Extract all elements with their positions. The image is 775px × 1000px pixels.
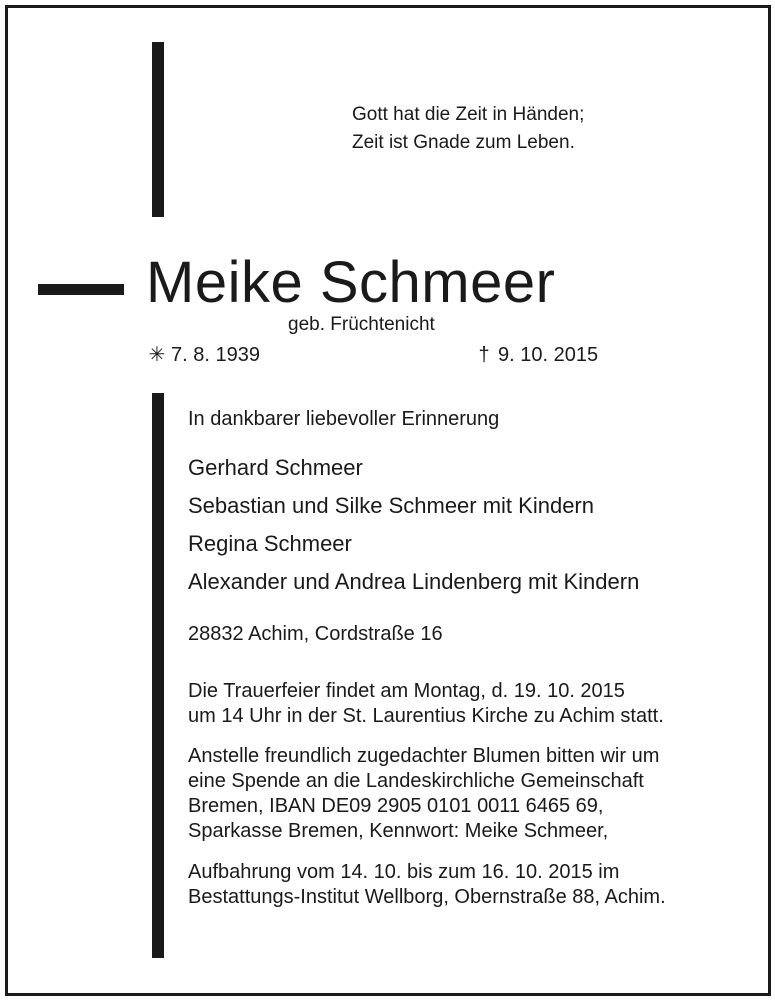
donation-line: eine Spende an die Landeskirchliche Gemeinschaft bbox=[188, 770, 644, 792]
viewing-info bbox=[188, 860, 666, 910]
verse-line: Zeit ist Gnade zum Leben. bbox=[352, 132, 575, 153]
maiden-name: geb. Früchtenicht bbox=[288, 314, 435, 335]
mourners-list bbox=[188, 453, 639, 605]
memory-line: In dankbarer liebevoller Erinnerung bbox=[188, 408, 500, 430]
funeral-line: um 14 Uhr in der St. Laurentius Kirche zu Achim statt. bbox=[188, 705, 664, 727]
cross-vertical-bar bbox=[152, 42, 164, 217]
viewing-line: Aufbahrung vom 14. 10. bis zum 16. 10. 2015 im bbox=[188, 861, 620, 883]
donation-line: Sparkasse Bremen, Kennwort: Meike Schmeer, bbox=[188, 820, 609, 842]
death-date: 9. 10. 2015 bbox=[498, 344, 599, 366]
bible-verse bbox=[352, 101, 584, 157]
birth-date-line bbox=[147, 342, 260, 368]
cross-horizontal-bar bbox=[38, 284, 124, 295]
verse-line: Gott hat die Zeit in Händen; bbox=[352, 104, 585, 125]
deceased-name: Meike Schmeer bbox=[146, 250, 556, 315]
cross-death-icon: † bbox=[478, 344, 490, 366]
text-side-bar bbox=[152, 393, 164, 958]
death-date-line bbox=[474, 342, 598, 368]
mourner: Alexander und Andrea Lindenberg mit Kindern bbox=[188, 569, 640, 594]
funeral-info bbox=[188, 679, 664, 729]
donation-line: Bremen, IBAN DE09 2905 0101 0011 6465 69, bbox=[188, 795, 604, 817]
mourner: Gerhard Schmeer bbox=[188, 455, 363, 480]
star-birth-icon: ✳ bbox=[148, 344, 166, 366]
donation-info bbox=[188, 744, 659, 844]
funeral-line: Die Trauerfeier findet am Montag, d. 19. 10. 2015 bbox=[188, 680, 625, 702]
viewing-line: Bestattungs-Institut Wellborg, Obernstraße 88, Achim. bbox=[188, 886, 666, 908]
birth-date: 7. 8. 1939 bbox=[171, 344, 260, 366]
family-address: 28832 Achim, Cordstraße 16 bbox=[188, 623, 443, 645]
mourner: Regina Schmeer bbox=[188, 531, 352, 556]
mourner: Sebastian und Silke Schmeer mit Kindern bbox=[188, 493, 594, 518]
donation-line: Anstelle freundlich zugedachter Blumen bitten wir um bbox=[188, 745, 660, 767]
